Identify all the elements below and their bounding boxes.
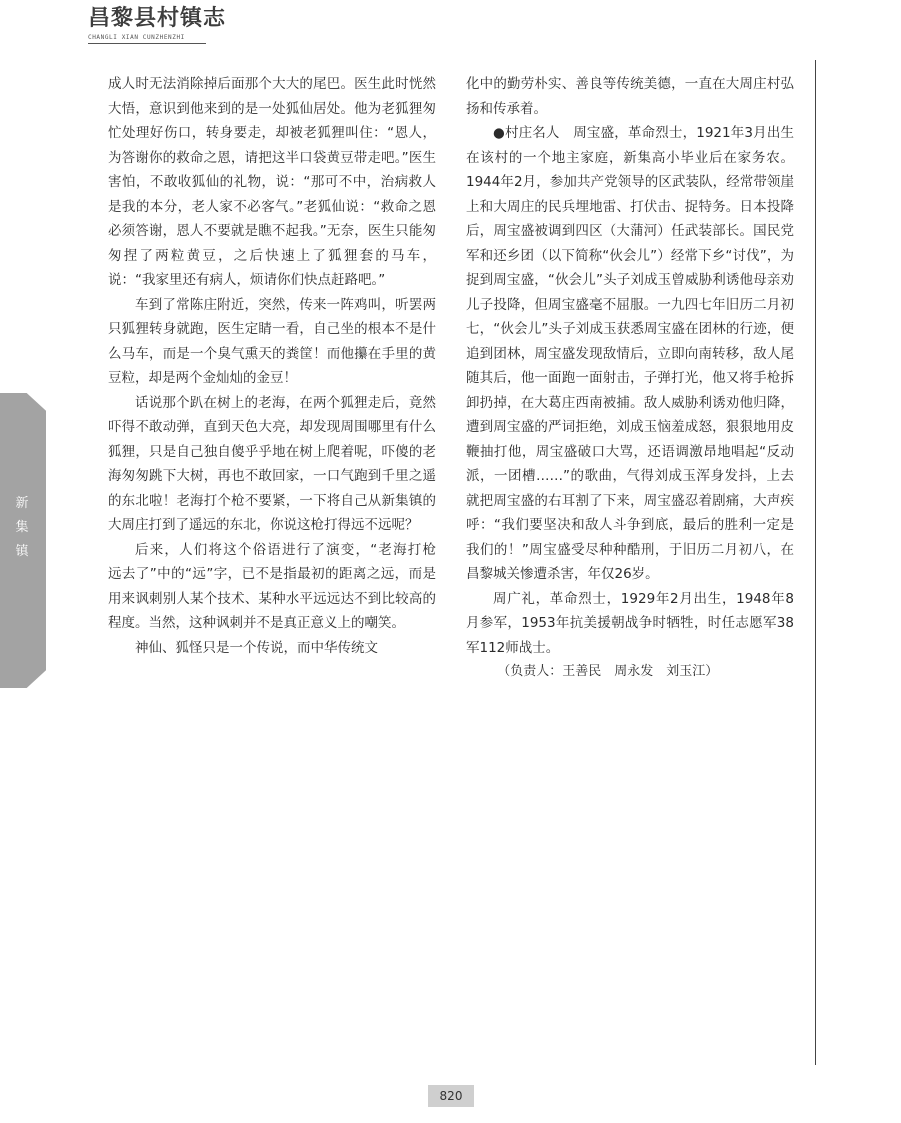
paragraph: 话说那个趴在树上的老海，在两个狐狸走后，竟然吓得不敢动弹，直到天色大亮，却发现周围哪里有什么狐狸，只是自己独自傻乎乎地在树上爬着呢，吓傻的老海匆匆跳下大树，再也不敢回家，一口气跑到千里之遥的东北啦！老海打个枪不要紧，一下将自己从新集镇的大周庄打到了遥远的东北，你说这枪打得远不远呢？ [108,394,436,533]
book-title: 昌黎县村镇志 [88,6,227,31]
paragraph: ●村庄名人 周宝盛，革命烈士，1921年3月出生在该村的一个地主家庭，新集高小毕业后在家务农。1944年2月，参加共产党领导的区武装队，经常带领崖上和大周庄的民兵埋地雷、打伏击、捉特务。日本投降后，周宝盛被调到四区（大蒲河）任武装部长。国民党军和还乡团（以下简称“伙会儿”）经常下乡“讨伐”，为捉到周宝盛，“伙会儿”头子刘成玉曾威胁利诱他母亲劝儿子投降，但周宝盛毫不屈服。一九四七年旧历二月初七，“伙会儿”头子刘成玉获悉周宝盛在团林的行迹，便追到团林，周宝盛发现敌情后，立即向南转移，敌人尾随其后，他一面跑一面射击，子弹打光，他又将手枪拆卸扔掉，在大葛庄西南被捕。敌人威胁利诱劝他归降，遭到周宝盛的严词拒绝，刘成玉恼羞成怒，狠狠地用皮鞭抽打他，周宝盛破口大骂，还语调激昂地唱起“反动派，一团槽……”的歌曲，气得刘成玉浑身发抖，上去就把周宝盛的右耳割了下来，周宝盛忍着剧痛，大声疾呼：“我们要坚决和敌人斗争到底，最后的胜利一定是我们的！”周宝盛受尽种种酷刑，于旧历二月初八，在昌黎城关惨遭杀害，年仅26岁。 [466,125,794,582]
side-tab-label [13,492,31,564]
side-tab-char: 集 [15,520,29,535]
page-number: 820 [428,1085,474,1107]
paragraph: 神仙、狐怪只是一个传说，而中华传统文 [135,639,378,656]
left-column [108,72,463,660]
paragraph: 化中的勤劳朴实、善良等传统美德，一直在大周庄村弘扬和传承着。 [466,76,794,117]
credit-line: （负责人：王善民 周永发 刘玉江） [497,664,719,679]
book-subtitle: CHANGLI XIAN CUNZHENZHI [88,34,185,41]
side-tab-char: 镇 [15,544,29,559]
header-rule [88,43,206,44]
paragraph: 车到了常陈庄附近，突然，传来一阵鸡叫，听罢两只狐狸转身就跑，医生定睛一看，自己坐的根本不是什么马车，而是一个臭气熏天的粪筐！而他攥在手里的黄豆粒，却是两个金灿灿的金豆！ [108,296,436,386]
paragraph: 成人时无法消除掉后面那个大大的尾巴。医生此时恍然大悟，意识到他来到的是一处狐仙居处。他为老狐狸匆忙处理好伤口，转身要走，却被老狐狸叫住：“恩人，为答谢你的救命之恩，请把这半口袋黄豆带走吧。”医生害怕，不敢收狐仙的礼物，说：“那可不中，治病救人是我的本分，老人家不必客气。”老狐仙说：“救命之恩必须答谢，恩人不要就是瞧不起我。”无奈，医生只能匆匆捏了两粒黄豆，之后快速上了狐狸套的马车，说：“我家里还有病人，烦请你们快点赶路吧。” [108,76,436,288]
side-tab-char: 新 [15,496,29,511]
paragraph: 后来，人们将这个俗语进行了演变，“老海打枪 远去了”中的“远”字，已不是指最初的距离之远，而是用来讽刺别人某个技术、某种水平远远达不到比较高的程度。当然，这种讽刺并不是真正意义上的嘲笑。 [108,541,463,631]
paragraph: 周广礼，革命烈士，1929年2月出生，1948年8月参军，1953年抗美援朝战争时牺牲，时任志愿军38军112师战士。 [466,590,794,656]
column-rule [815,60,816,1065]
right-column [466,72,794,685]
